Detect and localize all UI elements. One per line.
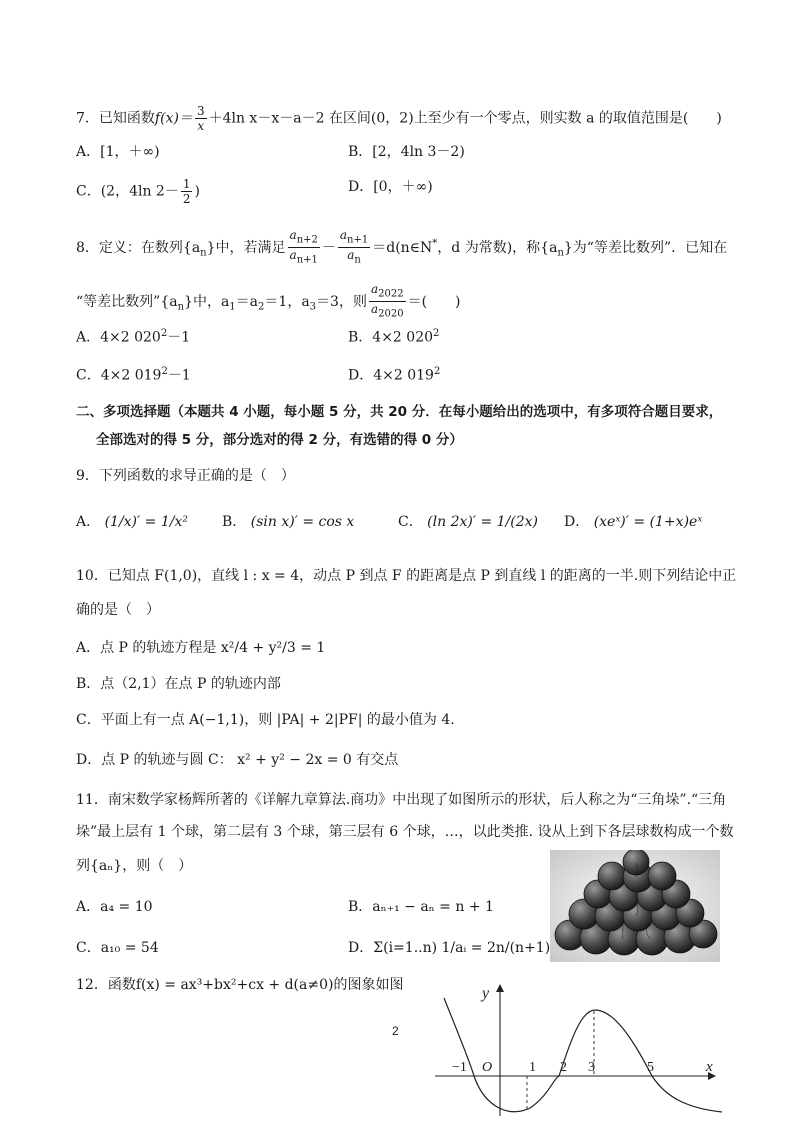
q8-option-a: A．4×2 $020^2-1$ xyxy=(76,328,191,346)
cubic-curve xyxy=(444,998,722,1112)
tick-label-3: 3 xyxy=(588,1060,595,1075)
q8-option-d: D．4×2 $019^2$ xyxy=(348,366,441,384)
q10-stem-line1: 10．已知点 F(1,0)，直线 l : x = 4，动点 P 到点 F 的距离是点 P 到直线 l 的距离的一半.则下列结论中正 xyxy=(76,568,737,584)
q11-option-a: A．a₄ = 10 xyxy=(76,899,153,915)
q10-stem-line2: 确的是（ ） xyxy=(76,602,160,618)
q7-option-d: D．[0，＋∞) xyxy=(348,179,433,195)
y-axis-label: y xyxy=(482,985,490,1002)
q8-stem-line1: 8．定义：在数列$\{a_n\}$中，若满足 $\frac{a_{n+2}}{a_{n+1}}$ － $\frac{a_{n+1}}{a_n}$ ＝d(n∈N*，d 为常数)，称$\{a_n\}$为“等差比数列”．已知在 xyxy=(76,228,728,266)
q9-option-d: D． (xeˣ)′ = (1+x)eˣ xyxy=(564,514,703,530)
q10-option-d: D．点 P 的轨迹与圆 C： x² + y² − 2x = 0 有交点 xyxy=(76,752,399,768)
q11-option-d: D．Σ(i=1..n) 1/aᵢ = 2n/(n+1) xyxy=(348,940,551,956)
q11-option-b: B．aₙ₊₁ − aₙ = n + 1 xyxy=(348,899,494,915)
q11-stem-line1: 11．南宋数学家杨辉所著的《详解九章算法.商功》中出现了如图所示的形状，后人称之为“三角垛”.“三角 xyxy=(76,792,727,808)
q9-option-b: B． (sin x)′ = cos x xyxy=(222,514,355,530)
origin-label: O xyxy=(482,1060,493,1075)
basketball-pile-image xyxy=(550,850,720,962)
q9-option-c: C． (ln 2x)′ = 1/(2x) xyxy=(398,514,539,530)
tick-label-1: 1 xyxy=(529,1060,536,1075)
page-number: 2 xyxy=(392,1024,399,1038)
q8-stem-line2: “等差比数列$”\{a_n\}$中，$a_1=a_2=1$，$a_3=3$，则 $\frac{a_{2022}}{a_{2020}}$ ＝( ) xyxy=(76,282,461,320)
q8-option-c: C．4×2 $019^2-1$ xyxy=(76,366,191,384)
section2-header-line2: 全部选对的得 5 分，部分选对的得 2 分，有选错的得 0 分） xyxy=(96,432,463,448)
q8-option-b: B．4×2 $020^2$ xyxy=(348,328,440,346)
q12-stem: 12．函数f(x) = ax³+bx²+cx + d(a≠0)的图象如图 xyxy=(76,977,404,993)
q7-option-b: B．[2，4ln 3－2) xyxy=(348,144,465,160)
tick-label-5: 5 xyxy=(647,1060,654,1075)
q7-option-a: A．[1，＋∞) xyxy=(76,144,160,160)
q11-stem-line2: 垛”最上层有 1 个球，第二层有 3 个球，第三层有 6 个球，…，以此类推. 设从上到下各层球数构成一个数 xyxy=(76,824,734,840)
q10-option-a: A．点 P 的轨迹方程是 x²/4 + y²/3 = 1 xyxy=(76,640,326,656)
q7-stem: 7．已知函数f(x)＝ $\frac{3}{x}$ ＋4ln x－x－a－2 在区间(0，2)上至少有一个零点，则实数 a 的取值范围是( ) xyxy=(76,104,722,133)
cubic-function-graph xyxy=(430,978,725,1118)
q10-option-c: C．平面上有一点 A(−1,1)，则 |PA| + 2|PF| 的最小值为 4. xyxy=(76,712,455,728)
q9-stem: 9．下列函数的求导正确的是（ ） xyxy=(76,468,295,484)
q10-option-b: B．点（2,1）在点 P 的轨迹内部 xyxy=(76,676,281,692)
section2-header-line1: 二、多项选择题（本题共 4 小题，每小题 5 分，共 20 分．在每小题给出的选项中，有多项符合题目要求， xyxy=(76,404,723,420)
y-axis-arrow xyxy=(496,984,504,992)
x-axis-label: x xyxy=(706,1059,713,1075)
q7-option-c: C．(2，4ln 2－ $\frac{1}{2}$ ) xyxy=(76,177,200,206)
tick-label-2: 2 xyxy=(560,1060,567,1075)
q11-stem-line3: 列{aₙ}，则（ ） xyxy=(76,858,193,874)
q11-option-c: C．a₁₀ = 54 xyxy=(76,940,159,956)
tick-label-neg1: −1 xyxy=(452,1060,467,1075)
q9-option-a: A． (1/x)′ = 1/x² xyxy=(76,514,188,530)
